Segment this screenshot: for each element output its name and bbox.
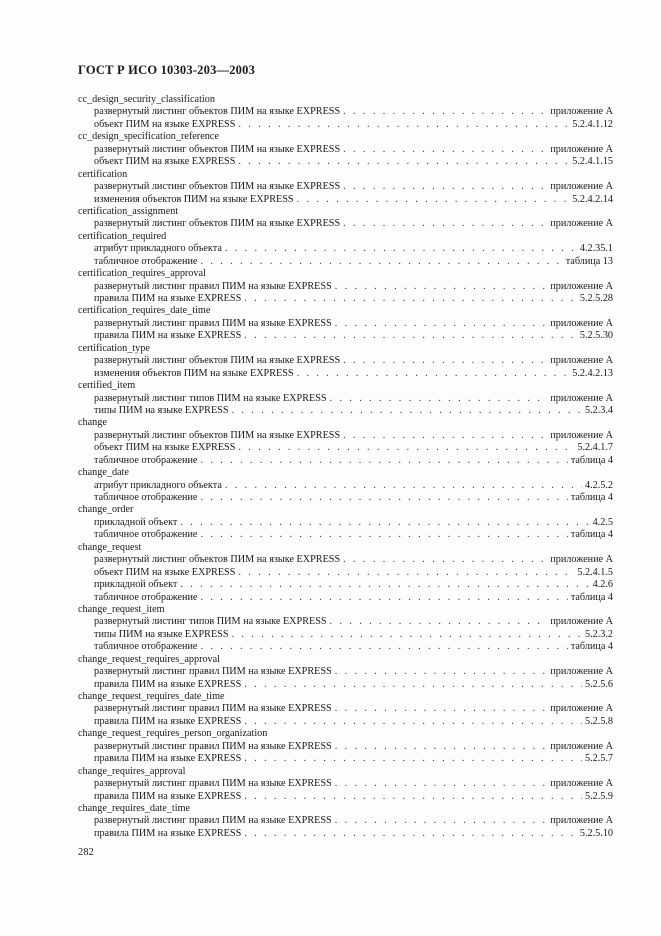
index-term: change_order bbox=[78, 504, 134, 516]
entry-label: объект ПИМ на языке EXPRESS bbox=[94, 442, 236, 454]
index-entry bbox=[78, 330, 613, 342]
entry-reference: таблица 4 bbox=[570, 529, 613, 541]
entry-reference: 5.2.4.2.14 bbox=[572, 193, 613, 205]
index-entry bbox=[78, 393, 613, 405]
index-entry bbox=[78, 368, 613, 380]
entry-reference: 5.2.3.4 bbox=[584, 404, 613, 416]
entry-label: атрибут прикладного объекта bbox=[94, 243, 222, 255]
entry-reference: приложение А bbox=[550, 554, 613, 566]
entry-label: атрибут прикладного объекта bbox=[94, 479, 222, 491]
index-entry bbox=[78, 529, 613, 541]
dot-leader bbox=[200, 529, 567, 541]
entry-reference: приложение А bbox=[550, 429, 613, 441]
entry-reference: приложение А bbox=[550, 392, 613, 404]
entry-reference: приложение А bbox=[550, 740, 613, 752]
entry-reference: 5.2.4.1.5 bbox=[577, 566, 613, 578]
entry-label: развернутый листинг правил ПИМ на языке EXPRESS bbox=[94, 317, 332, 329]
entry-label: объект ПИМ на языке EXPRESS bbox=[94, 118, 236, 130]
entry-reference: таблица 4 bbox=[570, 591, 613, 603]
index-entry bbox=[78, 455, 613, 467]
index-term: certification bbox=[78, 168, 128, 180]
index-term: change_requires_approval bbox=[78, 765, 186, 777]
dot-leader bbox=[343, 554, 547, 566]
entry-label: развернутый листинг правил ПИМ на языке EXPRESS bbox=[94, 815, 332, 827]
index-term: change_requires_date_time bbox=[78, 802, 191, 814]
entry-reference: 5.2.4.1.7 bbox=[577, 442, 613, 454]
entry-label: табличное отображение bbox=[94, 591, 198, 603]
entry-reference: 5.2.5.30 bbox=[579, 330, 613, 342]
index-entry bbox=[78, 592, 613, 604]
entry-label: правила ПИМ на языке EXPRESS bbox=[94, 330, 242, 342]
entry-label: развернутый листинг типов ПИМ на языке EXPRESS bbox=[94, 616, 327, 628]
dot-leader bbox=[244, 716, 582, 728]
dot-leader bbox=[335, 703, 548, 715]
entry-reference: приложение А bbox=[550, 778, 613, 790]
entry-reference: таблица 4 bbox=[570, 641, 613, 653]
entry-reference: 5.2.5.8 bbox=[584, 715, 613, 727]
entry-label: развернутый листинг объектов ПИМ на языке EXPRESS bbox=[94, 355, 341, 367]
entry-label: развернутый листинг правил ПИМ на языке EXPRESS bbox=[94, 280, 332, 292]
dot-leader bbox=[200, 455, 567, 467]
dot-leader bbox=[200, 492, 567, 504]
entry-label: правила ПИМ на языке EXPRESS bbox=[94, 678, 242, 690]
dot-leader bbox=[225, 480, 582, 492]
entry-reference: приложение А bbox=[550, 703, 613, 715]
dot-leader bbox=[238, 119, 569, 131]
dot-leader bbox=[343, 106, 547, 118]
dot-leader bbox=[330, 393, 548, 405]
dot-leader bbox=[297, 194, 570, 206]
index-entry bbox=[78, 753, 613, 765]
entry-reference: 5.2.5.6 bbox=[584, 678, 613, 690]
index-entry bbox=[78, 554, 613, 566]
index-term: change_request_requires_person_organization bbox=[78, 728, 268, 740]
index-term: change_date bbox=[78, 467, 129, 479]
entry-reference: приложение А bbox=[550, 106, 613, 118]
index-entry bbox=[78, 156, 613, 168]
entry-reference: 5.2.5.10 bbox=[579, 827, 613, 839]
dot-leader bbox=[343, 355, 547, 367]
dot-leader bbox=[244, 791, 582, 803]
index-entry bbox=[78, 480, 613, 492]
index-entry bbox=[78, 442, 613, 454]
entry-label: правила ПИМ на языке EXPRESS bbox=[94, 790, 242, 802]
dot-leader bbox=[330, 616, 548, 628]
index-entry bbox=[78, 666, 613, 678]
index-term: certification_assignment bbox=[78, 205, 179, 217]
index-entry bbox=[78, 194, 613, 206]
entry-reference: 4.2.6 bbox=[592, 579, 613, 591]
index-entry bbox=[78, 430, 613, 442]
index-term: cc_design_specification_reference bbox=[78, 131, 219, 143]
dot-leader bbox=[238, 442, 574, 454]
dot-leader bbox=[343, 144, 547, 156]
dot-leader bbox=[244, 330, 577, 342]
index-entry bbox=[78, 119, 613, 131]
dot-leader bbox=[297, 368, 570, 380]
entry-label: изменения объектов ПИМ на языке EXPRESS bbox=[94, 193, 294, 205]
dot-leader bbox=[335, 281, 548, 293]
index-entry bbox=[78, 293, 613, 305]
index-entry bbox=[78, 144, 613, 156]
index-entry bbox=[78, 492, 613, 504]
entry-label: прикладной объект bbox=[94, 516, 178, 528]
dot-leader bbox=[225, 243, 577, 255]
entry-label: объект ПИМ на языке EXPRESS bbox=[94, 566, 236, 578]
dot-leader bbox=[200, 256, 562, 268]
entry-label: табличное отображение bbox=[94, 492, 198, 503]
dot-leader bbox=[244, 293, 577, 305]
index-entry bbox=[78, 181, 613, 193]
entry-reference: приложение А bbox=[550, 143, 613, 155]
dot-leader bbox=[335, 666, 548, 678]
entry-label: правила ПИМ на языке EXPRESS bbox=[94, 827, 242, 839]
entry-label: правила ПИМ на языке EXPRESS bbox=[94, 753, 242, 765]
dot-leader bbox=[180, 517, 589, 529]
dot-leader bbox=[200, 592, 567, 604]
document-header: ГОСТ Р ИСО 10303-203—2003 bbox=[78, 63, 256, 77]
entry-label: развернутый листинг объектов ПИМ на языке EXPRESS bbox=[94, 143, 341, 155]
entry-reference: 5.2.5.28 bbox=[579, 293, 613, 304]
dot-leader bbox=[343, 218, 547, 230]
entry-reference: приложение А bbox=[550, 181, 613, 193]
index-term: certification_type bbox=[78, 342, 150, 354]
entry-reference: 4.2.35.1 bbox=[579, 243, 613, 255]
entry-label: табличное отображение bbox=[94, 641, 198, 653]
index-entry bbox=[78, 106, 613, 118]
dot-leader bbox=[238, 156, 569, 168]
index-term: certified_item bbox=[78, 380, 136, 392]
entry-reference: 5.2.4.1.12 bbox=[572, 118, 613, 130]
index-entry bbox=[78, 716, 613, 728]
index-entry bbox=[78, 281, 613, 293]
entry-reference: 5.2.5.9 bbox=[584, 790, 613, 802]
index-term: change_request bbox=[78, 541, 142, 553]
index-term: cc_design_security_classification bbox=[78, 94, 215, 105]
index-term: change_request_requires_date_time bbox=[78, 691, 225, 702]
entry-reference: приложение А bbox=[550, 218, 613, 230]
dot-leader bbox=[238, 567, 574, 579]
index-entry bbox=[78, 243, 613, 255]
index-entry bbox=[78, 741, 613, 753]
entry-label: табличное отображение bbox=[94, 529, 198, 541]
index-entry bbox=[78, 778, 613, 790]
dot-leader bbox=[335, 778, 548, 790]
entry-reference: приложение А bbox=[550, 355, 613, 367]
entry-label: развернутый листинг объектов ПИМ на языке EXPRESS bbox=[94, 554, 341, 566]
entry-label: прикладной объект bbox=[94, 579, 178, 591]
dot-leader bbox=[335, 815, 548, 827]
dot-leader bbox=[244, 753, 582, 765]
entry-reference: 5.2.4.1.15 bbox=[572, 156, 613, 168]
entry-reference: приложение А bbox=[550, 616, 613, 628]
entry-reference: 4.2.5.2 bbox=[584, 479, 613, 491]
entry-reference: таблица 4 bbox=[570, 454, 613, 466]
dot-leader bbox=[335, 318, 548, 330]
entry-label: изменения объектов ПИМ на языке EXPRESS bbox=[94, 367, 294, 379]
entry-reference: приложение А bbox=[550, 280, 613, 292]
dot-leader bbox=[343, 181, 547, 193]
entry-label: развернутый листинг правил ПИМ на языке EXPRESS bbox=[94, 666, 332, 678]
index-entry bbox=[78, 641, 613, 653]
entry-reference: приложение А bbox=[550, 815, 613, 827]
entry-label: развернутый листинг типов ПИМ на языке EXPRESS bbox=[94, 392, 327, 404]
entry-label: табличное отображение bbox=[94, 454, 198, 466]
entry-label: развернутый листинг объектов ПИМ на языке EXPRESS bbox=[94, 429, 341, 441]
entry-reference: 5.2.4.2.13 bbox=[572, 367, 613, 379]
index-term: change_request_requires_approval bbox=[78, 653, 220, 665]
index-entry bbox=[78, 218, 613, 230]
index-entry bbox=[78, 567, 613, 579]
entry-reference: 5.2.3.2 bbox=[584, 628, 613, 640]
dot-leader bbox=[232, 629, 582, 641]
entry-label: правила ПИМ на языке EXPRESS bbox=[94, 715, 242, 727]
index-term: certification_requires_date_time bbox=[78, 305, 211, 317]
entry-reference: приложение А bbox=[550, 666, 613, 678]
index-term: certification_required bbox=[78, 230, 167, 242]
dot-leader bbox=[200, 641, 567, 653]
index-entry bbox=[78, 517, 613, 529]
entry-reference: таблица 13 bbox=[565, 255, 613, 267]
page-number: 282 bbox=[78, 847, 94, 858]
entry-label: развернутый листинг объектов ПИМ на языке EXPRESS bbox=[94, 218, 341, 230]
entry-label: развернутый листинг объектов ПИМ на языке EXPRESS bbox=[94, 106, 341, 118]
index-term: change bbox=[78, 417, 107, 429]
entry-label: объект ПИМ на языке EXPRESS bbox=[94, 156, 236, 168]
entry-label: развернутый листинг правил ПИМ на языке EXPRESS bbox=[94, 703, 332, 715]
dot-leader bbox=[343, 430, 547, 442]
entry-reference: приложение А bbox=[550, 317, 613, 329]
entry-label: правила ПИМ на языке EXPRESS bbox=[94, 293, 242, 304]
index-entry bbox=[78, 828, 613, 840]
index-entry bbox=[78, 703, 613, 715]
index-term: certification_requires_approval bbox=[78, 268, 206, 280]
entry-label: развернутый листинг правил ПИМ на языке EXPRESS bbox=[94, 778, 332, 790]
index-entry bbox=[78, 629, 613, 641]
index-term: change_request_item bbox=[78, 603, 165, 615]
index-entry bbox=[78, 815, 613, 827]
entry-label: табличное отображение bbox=[94, 255, 198, 267]
index-entry bbox=[78, 355, 613, 367]
entry-reference: 4.2.5 bbox=[592, 516, 613, 528]
dot-leader bbox=[244, 828, 577, 840]
entry-reference: таблица 4 bbox=[570, 492, 613, 503]
dot-leader bbox=[180, 579, 589, 591]
index-entry bbox=[78, 318, 613, 330]
entry-label: развернутый листинг правил ПИМ на языке EXPRESS bbox=[94, 740, 332, 752]
index-entry bbox=[78, 256, 613, 268]
index-entry bbox=[78, 616, 613, 628]
alphabetical-index bbox=[78, 94, 613, 840]
index-entry bbox=[78, 405, 613, 417]
dot-leader bbox=[232, 405, 582, 417]
dot-leader bbox=[335, 741, 548, 753]
index-entry bbox=[78, 791, 613, 803]
entry-label: типы ПИМ на языке EXPRESS bbox=[94, 404, 229, 416]
index-entry bbox=[78, 679, 613, 691]
dot-leader bbox=[244, 679, 582, 691]
entry-label: развернутый листинг объектов ПИМ на языке EXPRESS bbox=[94, 181, 341, 193]
index-entry bbox=[78, 579, 613, 591]
entry-label: типы ПИМ на языке EXPRESS bbox=[94, 628, 229, 640]
entry-reference: 5.2.5.7 bbox=[584, 753, 613, 765]
